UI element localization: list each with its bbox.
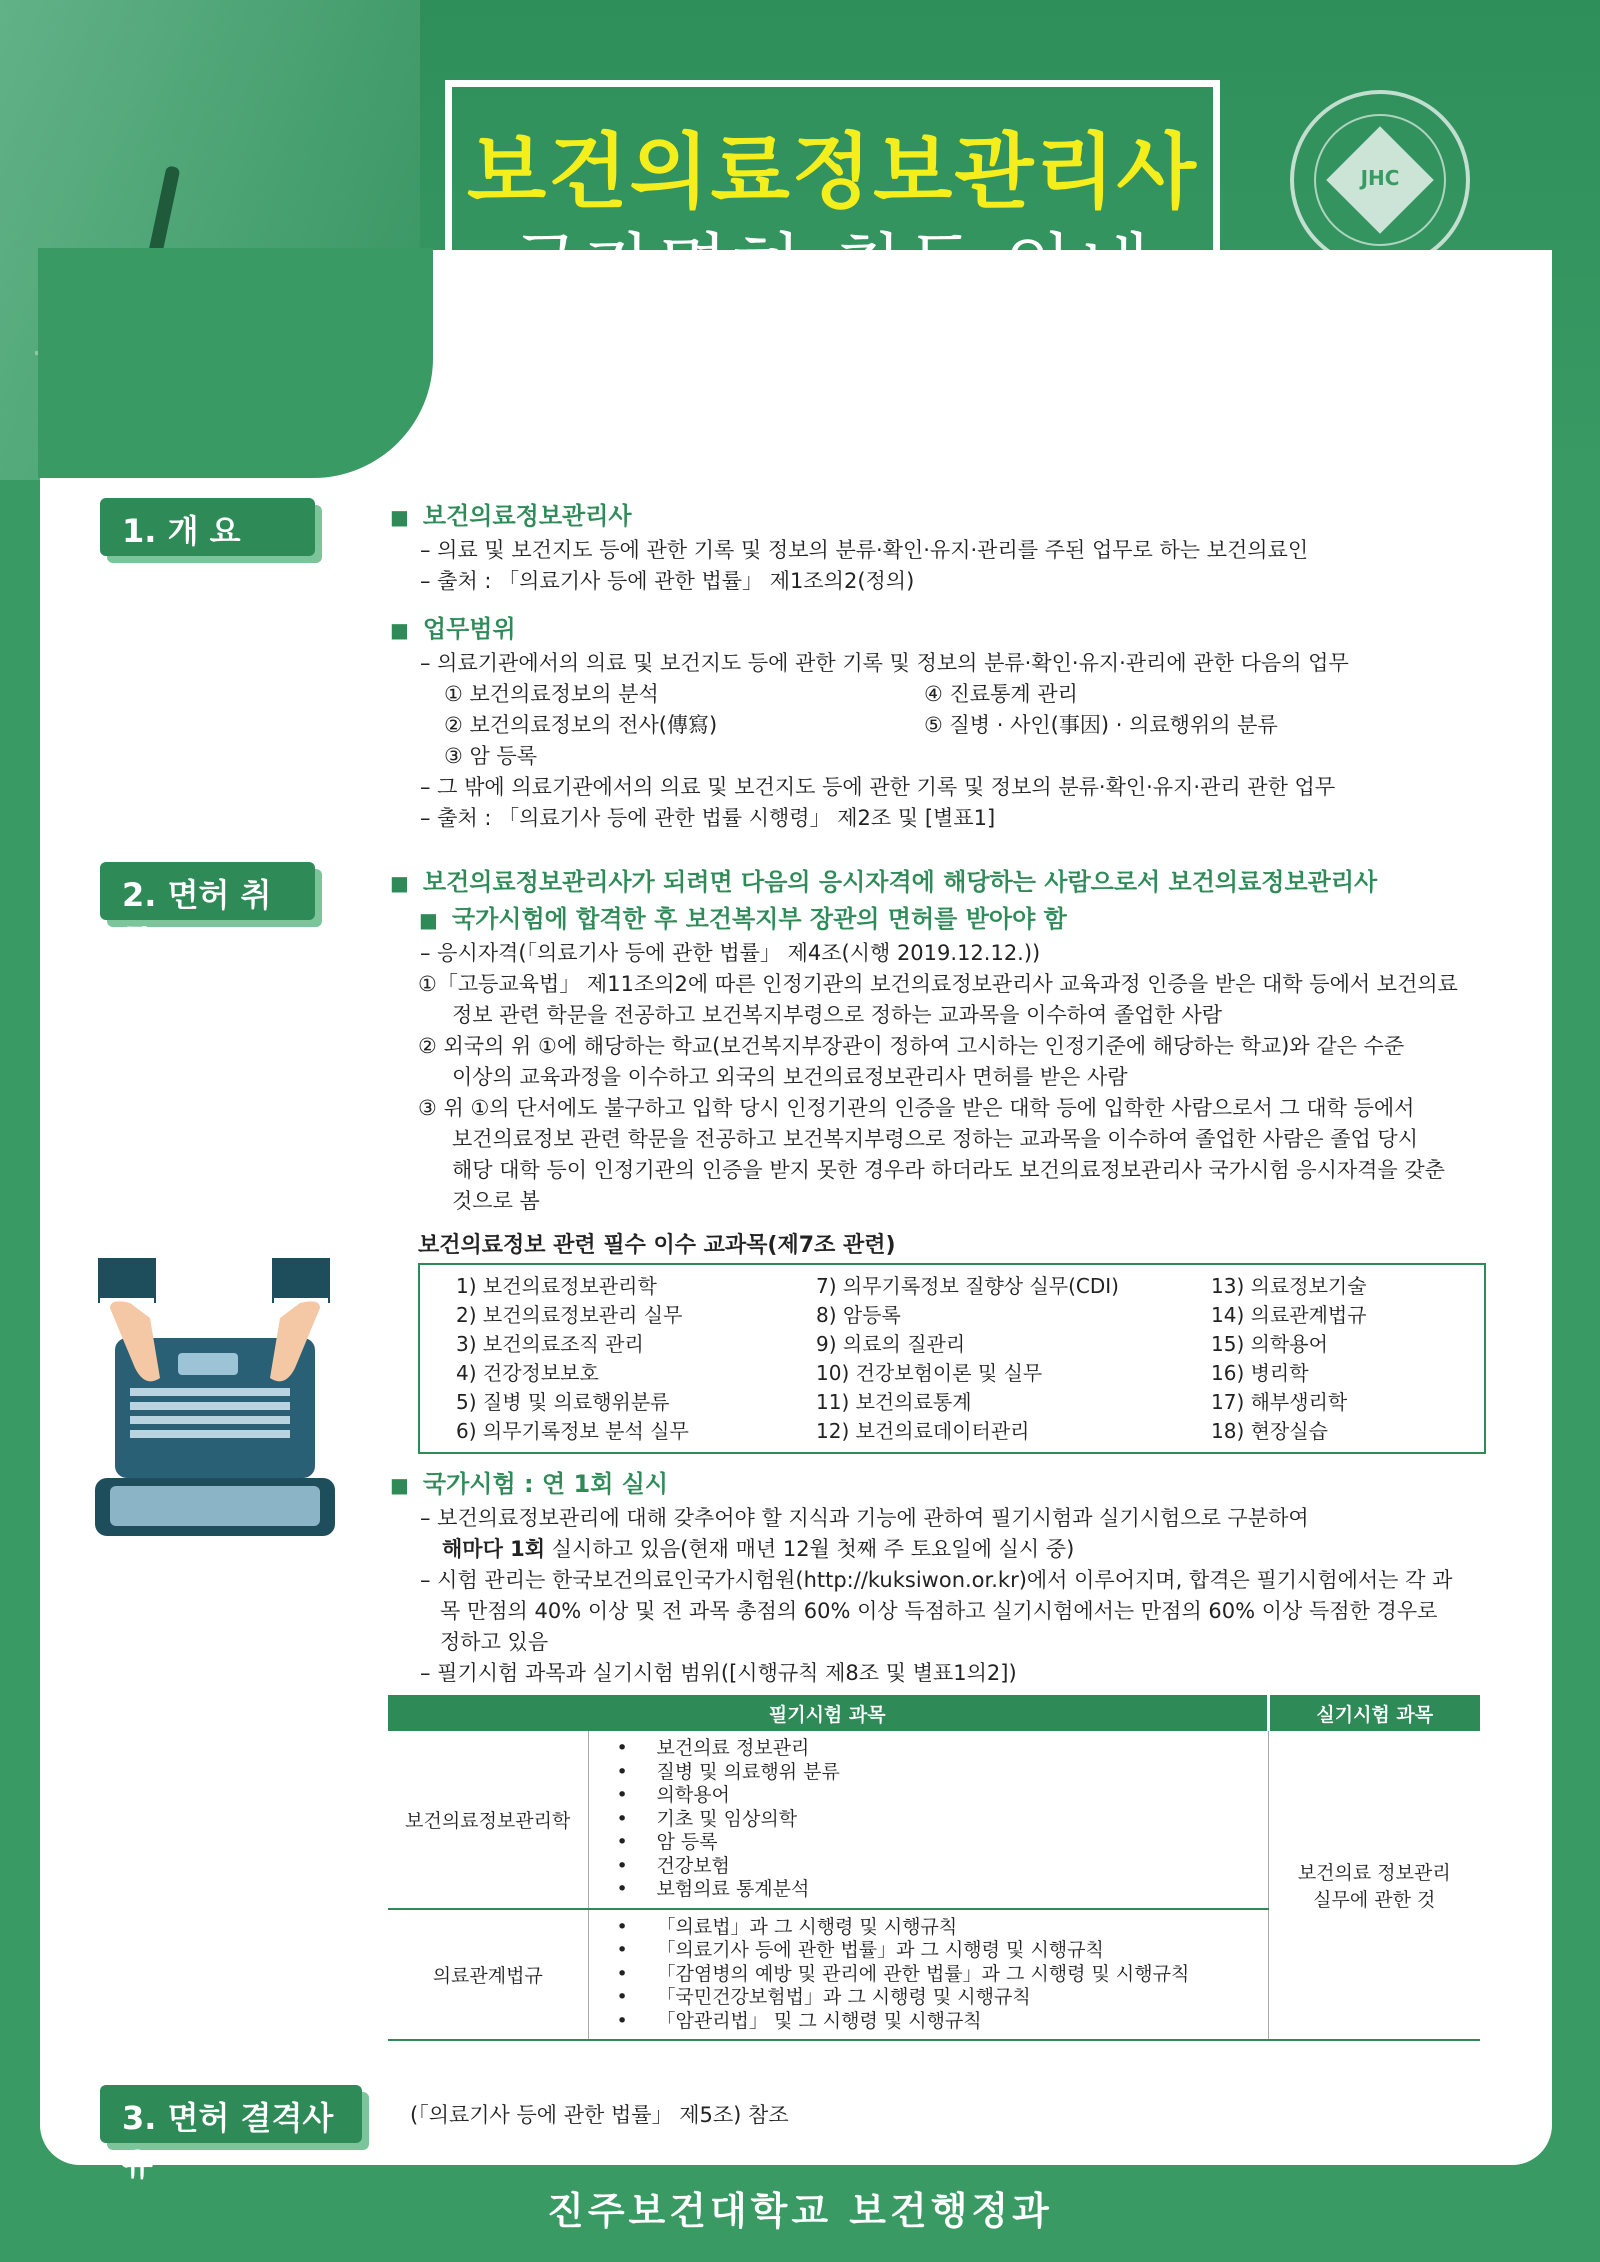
exam-line: – 보건의료정보관리에 대해 갖추어야 할 지식과 기능에 관하여 필기시험과 실기시험으로 구분하여 — [420, 1506, 1309, 1530]
course-item: 13) 의료정보기술 — [1211, 1274, 1367, 1298]
table-row — [388, 1731, 1480, 1909]
qualification-3: ③ 위 ①의 단서에도 불구하고 입학 당시 인정기관의 인증을 받은 대학 등에 입학한 사람으로서 그 대학 등에서 — [418, 1096, 1415, 1120]
course-item: 8) 암등록 — [816, 1303, 901, 1327]
duties-list — [390, 679, 1510, 772]
section3-badge: 3. 면허 결격사유 — [100, 2085, 362, 2143]
course-item: 5) 질병 및 의료행위분류 — [456, 1390, 670, 1414]
college-seal-logo — [1290, 90, 1470, 270]
duty-item: ② 보건의료정보의 전사(傳寫) — [444, 713, 718, 737]
section2-heading: ■ 보건의료정보관리사가 되려면 다음의 응시자격에 해당하는 사람으로서 보건의료정보관리사 — [390, 864, 1505, 901]
scope-other-line: – 그 밖에 의료기관에서의 의료 및 보건지도 등에 관한 기록 및 정보의 분류·확인·유지·관리 관한 업무 — [420, 775, 1336, 799]
course-item: 18) 현장실습 — [1211, 1419, 1328, 1443]
course-item: 15) 의학용어 — [1211, 1332, 1328, 1356]
table-header-written: 필기시험 과목 — [388, 1695, 1268, 1731]
course-item: 17) 해부생리학 — [1211, 1390, 1348, 1414]
qualification-3-cont: 해당 대학 등이 인정기관의 인증을 받지 못한 경우라 하더라도 보건의료정보관리사 국가시험 응시자격을 갖춘 — [452, 1158, 1445, 1182]
duty-item: ④ 진료통계 관리 — [924, 682, 1078, 706]
course-item: 9) 의료의 질관리 — [816, 1332, 966, 1356]
qualification-1-cont: 정보 관련 학문을 전공하고 보건복지부령으로 정하는 교과목을 이수하여 졸업한 사람 — [452, 1003, 1223, 1027]
section2-badge: 2. 면허 취득 — [100, 862, 315, 920]
course-item: 10) 건강보험이론 및 실무 — [816, 1361, 1043, 1385]
footer-department: 진주보건대학교 보건행정과 — [547, 2189, 1053, 2233]
course-item: 1) 보건의료정보관리학 — [456, 1274, 657, 1298]
seal-text: JHC — [1360, 166, 1400, 190]
exam-heading: ■ 국가시험 : 연 1회 실시 — [390, 1466, 1505, 1503]
exam-line: – 필기시험 과목과 실기시험 범위([시행규칙 제8조 및 별표1의2]) — [420, 1661, 1017, 1685]
course-item: 12) 보건의료데이터관리 — [816, 1419, 1030, 1443]
qualification-intro: – 응시자격(「의료기사 등에 관한 법률」 제4조(시행 2019.12.12.)) — [420, 941, 1041, 965]
course-item: 11) 보건의료통계 — [816, 1390, 972, 1414]
section1-body — [390, 498, 1510, 834]
items-cell: • 「의료법」과 그 시행령 및 시행규칙 • 「의료기사 등에 관한 법률」과 그 시행령 및 시행규칙 • 「감염병의 예방 및 관리에 관한 법률」과 그 시행령 및 시행규칙 • 「국민건강보험법」과 그 시행령 및 시행규칙 • 「암관리법」 및 그 시행령 및 시행규칙 — [588, 1909, 1268, 2041]
section3-text: (「의료기사 등에 관한 법률」 제5조) 참조 — [410, 2103, 789, 2127]
course-item: 7) 의무기록정보 질향상 실무(CDI) — [816, 1274, 1119, 1298]
role-source-line: – 출처 : 「의료기사 등에 관한 법률」 제1조의2(정의) — [420, 569, 915, 593]
items-cell: • 보건의료 정보관리 • 질병 및 의료행위 분류 • 의학용어 • 기초 및 임상의학 • 암 등록 • 건강보험 • 보험의료 통계분석 — [588, 1731, 1268, 1909]
section1-badge: 1. 개 요 — [100, 498, 315, 556]
course-item: 3) 보건의료조직 관리 — [456, 1332, 644, 1356]
section2-heading-cont: ■ 국가시험에 합격한 후 보건복지부 장관의 면허를 받아야 함 — [390, 901, 1505, 938]
practical-cell: 보건의료 정보관리 실무에 관한 것 — [1268, 1731, 1480, 2040]
section1-heading-scope: ■ 업무범위 — [390, 611, 1510, 648]
duty-item: ① 보건의료정보의 분석 — [444, 682, 659, 706]
qualification-2: ② 외국의 위 ①에 해당하는 학교(보건복지부장관이 정하여 고시하는 인정기준에 해당하는 학교)와 같은 수준 — [418, 1034, 1405, 1058]
scope-intro: – 의료기관에서의 의료 및 보건지도 등에 관한 기록 및 정보의 분류·확인·유지·관리에 관한 다음의 업무 — [420, 651, 1349, 675]
qualification-3-cont: 보건의료정보 관련 학문을 전공하고 보건복지부령으로 정하는 교과목을 이수하여 졸업한 사람은 졸업 당시 — [452, 1127, 1419, 1151]
course-item: 4) 건강정보보호 — [456, 1361, 599, 1385]
exam-line: – 시험 관리는 한국보건의료인국가시험원(http://kuksiwon.or.kr)에서 이루어지며, 합격은 필기시험에서는 각 과 — [420, 1568, 1453, 1592]
courses-title: 보건의료정보 관련 필수 이수 교과목(제7조 관련) — [418, 1233, 896, 1258]
exam-line: 해마다 1회 실시하고 있음(현재 매년 12월 첫째 주 토요일에 실시 중) — [442, 1537, 1075, 1561]
section1-heading-role: ■ 보건의료정보관리사 — [390, 498, 1510, 535]
course-item: 14) 의료관계법규 — [1211, 1303, 1367, 1327]
exam-subjects-table — [388, 1695, 1480, 2041]
courses-box — [418, 1263, 1486, 1454]
laptop-hands-illustration — [90, 1258, 340, 1538]
table-header-practical: 실기시험 과목 — [1268, 1695, 1480, 1731]
exam-line: 목 만점의 40% 이상 및 전 과목 총점의 60% 이상 득점하고 실기시험에서는 만점의 60% 이상 득점한 경우로 — [440, 1599, 1438, 1623]
course-item: 2) 보건의료정보관리 실무 — [456, 1303, 683, 1327]
qualification-1: ①「고등교육법」 제11조의2에 따른 인정기관의 보건의료정보관리사 교육과정 인증을 받은 대학 등에서 보건의료 — [418, 972, 1458, 996]
page-title: 보건의료정보관리사 — [467, 125, 1198, 220]
subject-cell: 의료관계법규 — [388, 1909, 588, 2041]
course-item: 6) 의무기록정보 분석 실무 — [456, 1419, 689, 1443]
duty-item: ⑤ 질병 · 사인(事因) · 의료행위의 분류 — [924, 713, 1278, 737]
scope-source-line: – 출처 : 「의료기사 등에 관한 법률 시행령」 제2조 및 [별표1] — [420, 806, 996, 830]
section2-body — [390, 864, 1505, 1689]
role-desc-line: – 의료 및 보건지도 등에 관한 기록 및 정보의 분류·확인·유지·관리를 주된 업무로 하는 보건의료인 — [420, 538, 1309, 562]
duty-item: ③ 암 등록 — [444, 744, 538, 768]
course-item: 16) 병리학 — [1211, 1361, 1309, 1385]
exam-line: 정하고 있음 — [440, 1630, 549, 1654]
subject-cell: 보건의료정보관리학 — [388, 1731, 588, 1909]
qualification-2-cont: 이상의 교육과정을 이수하고 외국의 보건의료정보관리사 면허를 받은 사람 — [452, 1065, 1128, 1089]
qualification-3-cont: 것으로 봄 — [452, 1189, 540, 1213]
